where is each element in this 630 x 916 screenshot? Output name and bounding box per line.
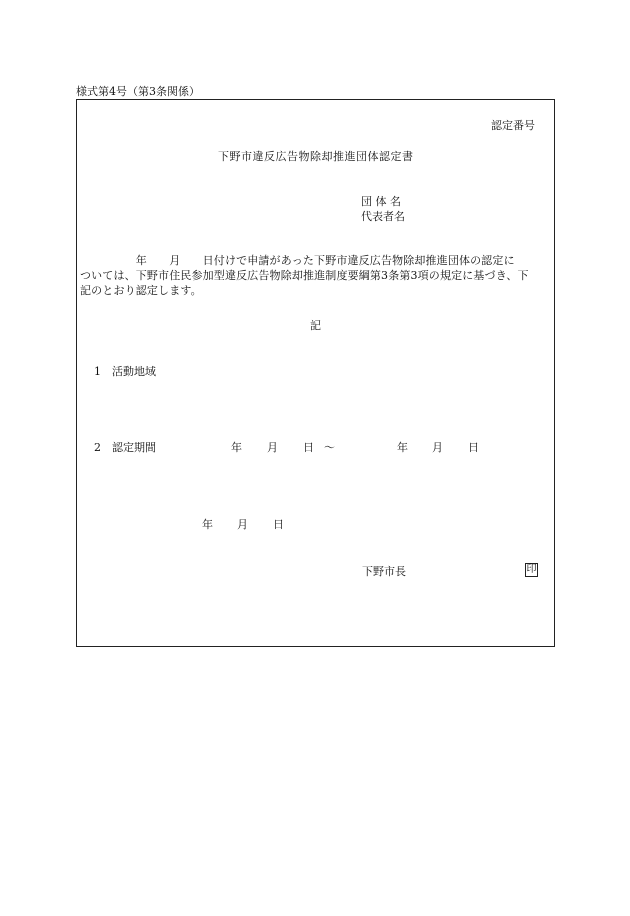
seal-mark xyxy=(525,563,538,577)
group-name-label: 団 体 名 xyxy=(361,195,401,208)
period-tilde: ～ xyxy=(324,441,335,454)
period-start-month: 月 xyxy=(267,441,278,454)
certificate-number-label: 認定番号 xyxy=(491,119,535,132)
document-title: 下野市違反広告物除却推進団体認定書 xyxy=(218,150,414,163)
item-2-label: 認定期間 xyxy=(112,441,156,454)
seal-text: 印 xyxy=(526,564,537,575)
issue-date-day: 日 xyxy=(273,518,284,531)
period-end-month: 月 xyxy=(432,441,443,454)
issue-date-month: 月 xyxy=(237,518,248,531)
statement-line-1: 年 月 日付けで申請があった下野市違反広告物除却推進団体の認定に xyxy=(80,254,515,267)
ki-heading: 記 xyxy=(310,319,321,332)
period-start-day: 日 xyxy=(303,441,314,454)
form-number: 様式第4号（第3条関係） xyxy=(76,85,200,98)
period-end-year: 年 xyxy=(397,441,408,454)
period-end-day: 日 xyxy=(468,441,479,454)
item-1-number: 1 xyxy=(94,365,101,378)
statement-line-2: ついては、下野市住民参加型違反広告物除却推進制度要綱第3条第3項の規定に基づき、下 xyxy=(80,269,529,282)
statement-line-3: 記のとおり認定します。 xyxy=(80,284,202,297)
issue-date-year: 年 xyxy=(202,518,213,531)
representative-label: 代表者名 xyxy=(361,210,405,223)
item-2-number: 2 xyxy=(94,441,101,454)
mayor-label: 下野市長 xyxy=(362,565,406,578)
item-1-label: 活動地域 xyxy=(112,365,156,378)
certification-statement xyxy=(80,253,552,298)
period-start-year: 年 xyxy=(231,441,242,454)
